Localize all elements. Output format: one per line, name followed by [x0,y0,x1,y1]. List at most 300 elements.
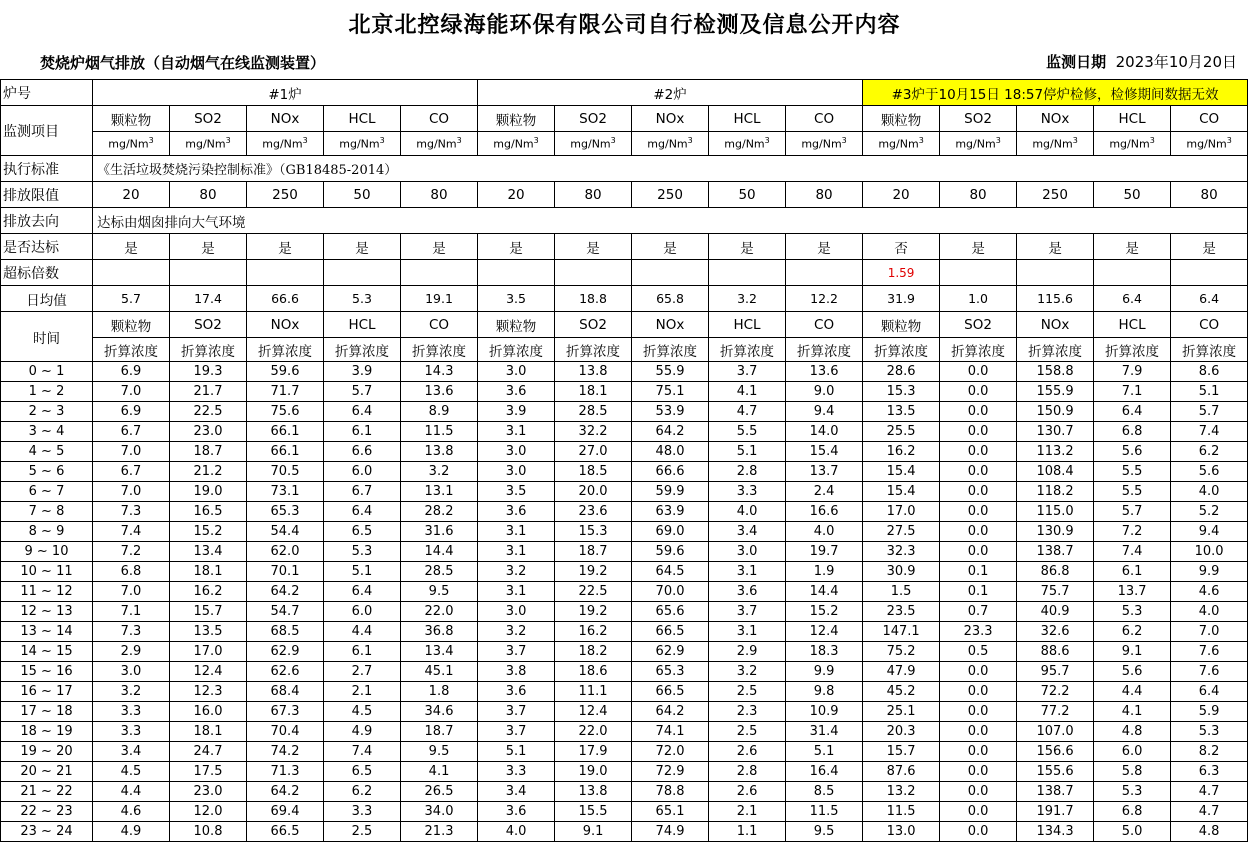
data-cell: 5.1 [709,442,786,462]
data-cell: 14.4 [786,582,863,602]
table-row [1,602,1248,622]
data-cell: 59.6 [247,362,324,382]
data-cell: 23.3 [940,622,1017,642]
data-cell: 7.1 [93,602,170,622]
data-cell: 2.9 [93,642,170,662]
unit-cell [247,132,324,156]
data-cell: 7.6 [1171,662,1248,682]
data-cell: 3.4 [93,742,170,762]
table-row [1,542,1248,562]
exceed-value [632,260,709,286]
data-cell: 6.2 [324,782,401,802]
data-cell: 65.3 [632,662,709,682]
unit-text: mg/Nm [878,137,919,151]
data-cell: 65.6 [632,602,709,622]
data-cell: 36.8 [401,622,478,642]
unit-text: mg/Nm [1186,137,1227,151]
data-cell: 5.7 [324,382,401,402]
exceed-value: 1.59 [863,260,940,286]
average-value: 1.0 [940,286,1017,312]
data-cell: 3.0 [709,542,786,562]
table-row [1,782,1248,802]
data-cell: 3.7 [709,602,786,622]
data-cell: 9.0 [786,382,863,402]
average-value: 5.3 [324,286,401,312]
exceed-value [247,260,324,286]
data-cell: 73.1 [247,482,324,502]
average-value: 31.9 [863,286,940,312]
time-cell: 20 ~ 21 [1,762,93,782]
time-cell: 16 ~ 17 [1,682,93,702]
unit-sup: 3 [533,136,539,146]
item-header: CO [1171,312,1248,338]
data-cell: 5.6 [1094,662,1171,682]
data-cell: 70.1 [247,562,324,582]
data-cell: 13.5 [170,622,247,642]
compliance-value: 是 [401,234,478,260]
converted-header: 折算浓度 [632,338,709,362]
data-cell: 25.5 [863,422,940,442]
data-cell: 3.3 [93,722,170,742]
data-cell: 5.1 [786,742,863,762]
time-label: 时间 [1,312,93,362]
data-cell: 7.0 [93,382,170,402]
data-cell: 65.3 [247,502,324,522]
data-cell: 5.2 [1171,502,1248,522]
exceed-value [1171,260,1248,286]
data-cell: 6.6 [324,442,401,462]
item-header: HCL [709,312,786,338]
data-cell: 4.7 [1171,802,1248,822]
data-cell: 0.0 [940,522,1017,542]
data-cell: 62.9 [632,642,709,662]
average-value: 18.8 [555,286,632,312]
data-cell: 147.1 [863,622,940,642]
average-row [1,286,1248,312]
data-cell: 19.0 [170,482,247,502]
data-cell: 13.4 [170,542,247,562]
data-cell: 130.9 [1017,522,1094,542]
data-cell: 3.6 [709,582,786,602]
exceed-value [324,260,401,286]
data-cell: 7.3 [93,502,170,522]
data-cell: 3.2 [478,622,555,642]
destination-value: 达标由烟囱排向大气环境 [93,208,1248,234]
compliance-value: 是 [786,234,863,260]
unit-text: mg/Nm [262,137,303,151]
converted-header: 折算浓度 [247,338,324,362]
data-cell: 108.4 [1017,462,1094,482]
data-cell: 155.6 [1017,762,1094,782]
data-cell: 15.4 [863,482,940,502]
data-cell: 0.0 [940,702,1017,722]
data-cell: 21.3 [401,822,478,842]
data-cell: 6.8 [1094,802,1171,822]
data-cell: 3.0 [478,442,555,462]
item-header: SO2 [555,312,632,338]
data-cell: 59.6 [632,542,709,562]
data-cell: 0.0 [940,462,1017,482]
data-cell: 4.7 [1171,782,1248,802]
unit-text: mg/Nm [1032,137,1073,151]
item-header: HCL [1094,312,1171,338]
data-cell: 2.1 [324,682,401,702]
unit-cell [401,132,478,156]
data-cell: 18.1 [170,722,247,742]
data-cell: 55.9 [632,362,709,382]
item-header: 颗粒物 [478,106,555,132]
data-cell: 45.1 [401,662,478,682]
data-cell: 64.2 [632,422,709,442]
data-cell: 18.7 [170,442,247,462]
time-cell: 9 ~ 10 [1,542,93,562]
data-cell: 12.0 [170,802,247,822]
data-cell: 0.0 [940,442,1017,462]
furnace-label: 炉号 [1,80,93,106]
data-cell: 14.4 [401,542,478,562]
data-cell: 75.1 [632,382,709,402]
table-row [1,722,1248,742]
data-cell: 5.3 [324,542,401,562]
data-cell: 7.3 [93,622,170,642]
data-cell: 6.7 [324,482,401,502]
data-cell: 4.9 [93,822,170,842]
data-cell: 23.5 [863,602,940,622]
limit-value: 80 [555,182,632,208]
data-cell: 9.1 [1094,642,1171,662]
exceed-row [1,260,1248,286]
table-row [1,822,1248,842]
limit-value: 50 [1094,182,1171,208]
data-cell: 2.6 [709,742,786,762]
data-cell: 5.1 [478,742,555,762]
data-cell: 48.0 [632,442,709,462]
unit-text: mg/Nm [339,137,380,151]
data-cell: 20.0 [555,482,632,502]
table-row [1,522,1248,542]
data-cell: 3.2 [709,662,786,682]
table-row [1,582,1248,602]
data-cell: 6.4 [324,582,401,602]
data-cell: 5.3 [1171,722,1248,742]
data-cell: 28.5 [555,402,632,422]
data-cell: 3.9 [324,362,401,382]
standard-row [1,156,1248,182]
table-row [1,742,1248,762]
unit-text: mg/Nm [1109,137,1150,151]
unit-sup: 3 [995,136,1001,146]
table-row [1,682,1248,702]
data-cell: 0.0 [940,762,1017,782]
data-cell: 59.9 [632,482,709,502]
data-cell: 19.2 [555,602,632,622]
items-row [1,106,1248,132]
data-cell: 13.1 [401,482,478,502]
limit-value: 250 [1017,182,1094,208]
data-cell: 27.0 [555,442,632,462]
table-row [1,402,1248,422]
data-cell: 4.7 [709,402,786,422]
data-cell: 8.9 [401,402,478,422]
data-cell: 70.0 [632,582,709,602]
data-cell: 17.0 [170,642,247,662]
data-cell: 9.4 [1171,522,1248,542]
data-cell: 0.0 [940,422,1017,442]
unit-cell [632,132,709,156]
data-cell: 3.0 [478,602,555,622]
data-cell: 13.5 [863,402,940,422]
data-cell: 7.4 [93,522,170,542]
data-cell: 3.2 [93,682,170,702]
data-cell: 70.5 [247,462,324,482]
data-cell: 10.0 [1171,542,1248,562]
converted-header: 折算浓度 [555,338,632,362]
compliance-label: 是否达标 [1,234,93,260]
data-cell: 23.6 [555,502,632,522]
data-cell: 158.8 [1017,362,1094,382]
data-cell: 9.9 [786,662,863,682]
data-cell: 3.0 [93,662,170,682]
data-cell: 75.2 [863,642,940,662]
limit-value: 20 [478,182,555,208]
data-cell: 77.2 [1017,702,1094,722]
data-cell: 22.0 [555,722,632,742]
data-cell: 68.4 [247,682,324,702]
unit-text: mg/Nm [801,137,842,151]
data-cell: 19.7 [786,542,863,562]
unit-sup: 3 [148,136,154,146]
data-cell: 7.6 [1171,642,1248,662]
data-cell: 19.0 [555,762,632,782]
item-header: CO [401,312,478,338]
data-cell: 18.3 [786,642,863,662]
data-cell: 3.6 [478,682,555,702]
data-cell: 5.3 [1094,602,1171,622]
data-cell: 0.0 [940,742,1017,762]
item-header: CO [1171,106,1248,132]
item-header: CO [401,106,478,132]
limit-value: 250 [632,182,709,208]
converted-header: 折算浓度 [324,338,401,362]
data-cell: 27.5 [863,522,940,542]
data-cell: 0.0 [940,822,1017,842]
data-cell: 3.4 [478,782,555,802]
data-cell: 2.7 [324,662,401,682]
data-cell: 3.7 [709,362,786,382]
data-cell: 72.0 [632,742,709,762]
data-cell: 64.2 [247,582,324,602]
time-cell: 17 ~ 18 [1,702,93,722]
table-row [1,482,1248,502]
table-row [1,562,1248,582]
data-cell: 2.3 [709,702,786,722]
data-cell: 28.5 [401,562,478,582]
unit-sup: 3 [1226,136,1232,146]
table-row [1,502,1248,522]
data-cell: 16.2 [863,442,940,462]
data-cell: 6.1 [324,642,401,662]
data-cell: 2.1 [709,802,786,822]
time-cell: 10 ~ 11 [1,562,93,582]
data-cell: 3.6 [478,802,555,822]
data-cell: 0.5 [940,642,1017,662]
data-cell: 0.0 [940,482,1017,502]
data-cell: 13.7 [786,462,863,482]
data-cell: 17.5 [170,762,247,782]
data-cell: 3.7 [478,642,555,662]
data-cell: 45.2 [863,682,940,702]
exceed-value [1094,260,1171,286]
data-cell: 6.3 [1171,762,1248,782]
table-row [1,662,1248,682]
data-cell: 4.5 [324,702,401,722]
data-cell: 3.1 [709,622,786,642]
data-cell: 0.0 [940,502,1017,522]
data-cell: 4.0 [786,522,863,542]
data-cell: 20.3 [863,722,940,742]
data-cell: 75.6 [247,402,324,422]
compliance-value: 是 [170,234,247,260]
data-cell: 17.0 [863,502,940,522]
data-cell: 113.2 [1017,442,1094,462]
data-cell: 32.2 [555,422,632,442]
data-cell: 72.2 [1017,682,1094,702]
data-cell: 0.7 [940,602,1017,622]
data-cell: 3.3 [324,802,401,822]
data-cell: 4.4 [1094,682,1171,702]
data-cell: 15.7 [863,742,940,762]
data-cell: 115.0 [1017,502,1094,522]
data-cell: 6.9 [93,402,170,422]
data-cell: 16.0 [170,702,247,722]
standard-value: 《生活垃圾焚烧污染控制标准》（GB18485-2014） [93,156,1248,182]
data-cell: 13.2 [863,782,940,802]
data-cell: 3.0 [478,362,555,382]
compliance-value: 是 [324,234,401,260]
data-cell: 87.6 [863,762,940,782]
data-cell: 2.6 [709,782,786,802]
data-cell: 18.5 [555,462,632,482]
time-cell: 7 ~ 8 [1,502,93,522]
data-cell: 34.6 [401,702,478,722]
data-cell: 0.0 [940,402,1017,422]
compliance-value: 是 [940,234,1017,260]
data-cell: 72.9 [632,762,709,782]
time-cell: 8 ~ 9 [1,522,93,542]
unit-cell [555,132,632,156]
data-cell: 4.9 [324,722,401,742]
item-header: NOx [247,312,324,338]
data-cell: 15.2 [786,602,863,622]
data-cell: 70.4 [247,722,324,742]
unit-cell [786,132,863,156]
exceed-value [1017,260,1094,286]
unit-sup: 3 [225,136,231,146]
data-cell: 138.7 [1017,782,1094,802]
data-cell: 150.9 [1017,402,1094,422]
data-cell: 18.6 [555,662,632,682]
exceed-value [709,260,786,286]
items2-row [1,312,1248,338]
destination-row [1,208,1248,234]
data-cell: 16.2 [170,582,247,602]
average-value: 12.2 [786,286,863,312]
data-cell: 68.5 [247,622,324,642]
monitoring-date [1046,51,1237,72]
item-header: NOx [632,312,709,338]
item-header: NOx [1017,312,1094,338]
data-cell: 65.1 [632,802,709,822]
item-header: HCL [324,312,401,338]
data-cell: 3.6 [478,382,555,402]
data-cell: 15.3 [863,382,940,402]
data-cell: 69.0 [632,522,709,542]
data-cell: 13.4 [401,642,478,662]
data-cell: 11.1 [555,682,632,702]
unit-cell [93,132,170,156]
data-cell: 86.8 [1017,562,1094,582]
data-cell: 6.8 [1094,422,1171,442]
data-cell: 11.5 [786,802,863,822]
data-cell: 15.5 [555,802,632,822]
data-cell: 31.4 [786,722,863,742]
data-cell: 4.1 [709,382,786,402]
time-cell: 14 ~ 15 [1,642,93,662]
average-label: 日均值 [1,286,93,312]
unit-cell [1094,132,1171,156]
compliance-value: 是 [247,234,324,260]
data-cell: 6.4 [324,502,401,522]
data-cell: 66.1 [247,422,324,442]
item-header: 颗粒物 [863,106,940,132]
data-cell: 66.5 [632,682,709,702]
data-cell: 0.0 [940,542,1017,562]
data-cell: 19.3 [170,362,247,382]
data-cell: 7.0 [93,482,170,502]
average-value: 6.4 [1171,286,1248,312]
data-cell: 16.6 [786,502,863,522]
data-cell: 40.9 [1017,602,1094,622]
data-cell: 62.0 [247,542,324,562]
converted-header: 折算浓度 [863,338,940,362]
data-cell: 0.0 [940,362,1017,382]
data-cell: 2.5 [709,682,786,702]
data-cell: 5.6 [1171,462,1248,482]
data-cell: 25.1 [863,702,940,722]
limit-value: 80 [1171,182,1248,208]
item-header: SO2 [170,312,247,338]
data-cell: 4.0 [478,822,555,842]
data-cell: 3.8 [478,662,555,682]
date-value: 2023年10月20日 [1115,53,1237,71]
data-cell: 30.9 [863,562,940,582]
data-cell: 3.7 [478,722,555,742]
data-cell: 64.5 [632,562,709,582]
data-cell: 67.3 [247,702,324,722]
data-cell: 8.2 [1171,742,1248,762]
data-cell: 62.9 [247,642,324,662]
data-cell: 66.6 [632,462,709,482]
data-cell: 6.2 [1171,442,1248,462]
time-cell: 15 ~ 16 [1,662,93,682]
data-cell: 10.9 [786,702,863,722]
data-cell: 118.2 [1017,482,1094,502]
data-cell: 12.4 [170,662,247,682]
unit-sup: 3 [764,136,770,146]
data-cell: 4.1 [1094,702,1171,722]
data-cell: 5.6 [1094,442,1171,462]
data-cell: 22.5 [170,402,247,422]
